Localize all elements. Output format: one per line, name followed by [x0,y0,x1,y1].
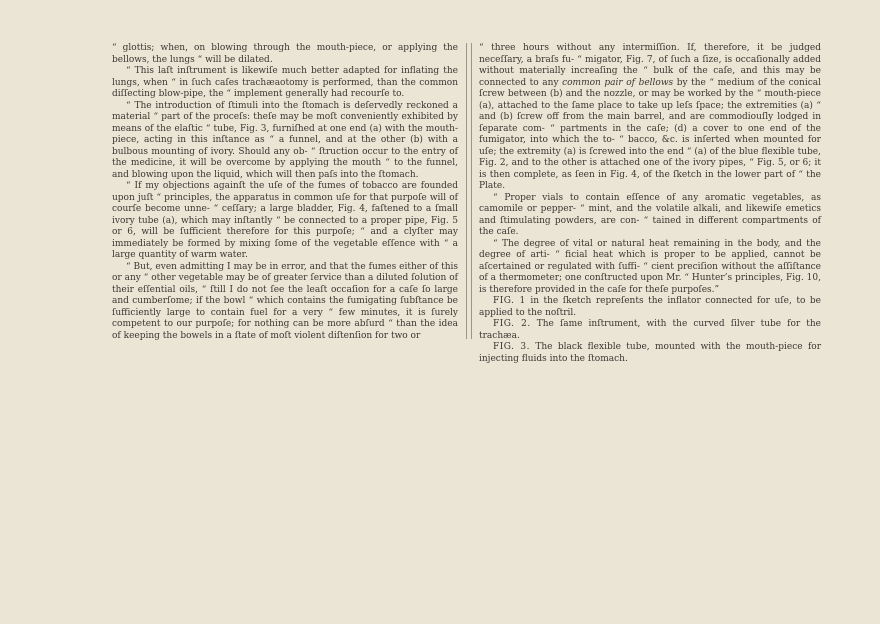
left-paragraph-4: “ If my objections againſt the uſe of the fumes of tobacco are founded upon juſt “ principles, the apparatus in common uſe for that purpoſe will of courſe become unne- “ ceſſary; a large bladder, Fig. 4, faſtened to a ſmall ivory tube (a), which may inſtantly “ be connected to a proper pipe, Fig. 5 or 6, will be ſufficient therefore for this purpoſe; “ and a clyſter may immediately be formed by mixing ſome of the vegetable eſſence with “ a large quantity of warm water. [112,181,458,260]
right-column [479,43,821,365]
left-column [112,43,458,342]
column-divider [466,43,472,339]
figure-text-2: The ſame inſtrument, with the curved ſilver tube for the trachæa. [479,319,821,341]
figure-label-1: FIG. 1 [493,296,526,306]
figure-text-1: in the ſketch repreſents the inflator connected for uſe, to be applied to the noſtril. [479,296,822,318]
figure-text-3: The black flexible tube, mounted with the mouth-piece for injecting fluids into the ſtomach. [479,342,821,364]
figure-label-3: FIG. 3. [493,342,530,352]
right-paragraph-1-italic: common pair of bellows [562,77,674,88]
figure-caption-1 [479,296,821,319]
right-paragraph-2: “ Proper vials to contain eſſence of any aromatic vegetables, as camomile or pepper- “ mint, and the volatile alkali, and likewiſe emetics and ſtimulating powders, are con- “ tained in different compartments of the caſe. [479,192,821,237]
right-paragraph-1-start: “ three hours without any intermiſſion. If, therefore, it be judged neceſſary, a braſs fu- “ migator, Fig. 7, of ſuch a ſize, is occaſionally added without materially increaſing the “ bulk of the caſe, and this may be connected to any [479,43,821,88]
right-paragraph-1-end: by the “ medium of the conical ſcrew between (b) and the nozzle, or may be worked by the “ mouth-piece (a), attached to the ſame place to take up leſs ſpace; the extremities (a) “ and (b) ſcrew off from the main barrel, and are commodiouſly lodged in ſeparate com- “ partments in the caſe; (d) a cover to one end of the fumigator, into which the to- “ bacco, &c. is inſerted when mounted for uſe; the extremity (a) is ſcrewed into the end “ (a) of the blue flexible tube, Fig. 2, and to the other is attached one of the ivory pipes, “ Fig. 5, or 6; it is then complete, as ſeen in Fig. 4, of the ſketch in the lower part of “ the Plate. [479,77,821,191]
left-paragraph-3: “ The introduction of ſtimuli into the ſtomach is deſervedly reckoned a material “ part of the proceſs: theſe may be moſt conveniently exhibited by means of the elaſtic “ tube, Fig. 3, furniſhed at one end (a) with the mouth-piece, acting in this inſtance as “ a funnel, and at the other (b) with a bulbous mounting of ivory. Should any ob- “ ſtruction occur to the entry of the medicine, it will be overcome by applying the mouth “ to the funnel, and blowing upon the liquid, which will then paſs into the ſtomach. [112,100,458,180]
figure-caption-3 [479,342,821,365]
right-paragraph-3: “ The degree of vital or natural heat remaining in the body, and the degree of arti- “ ficial heat which is proper to be applied, cannot be aſcertained or regulated with ſuffi- “ cient preciſion without the aſſiſtance of a thermometer; one conſtructed upon Mr. “ Hunter’s principles, Fig. 10, is therefore provided in the caſe for theſe purpoſes.” [479,238,821,295]
figure-label-2: FIG. 2. [493,319,531,329]
figure-caption-2 [479,319,821,342]
left-paragraph-1: “ glottis; when, on blowing through the mouth-piece, or applying the bellows, the lungs “ will be dilated. [112,43,458,65]
right-paragraph-1 [479,43,821,193]
left-paragraph-5: “ But, even admitting I may be in error, and that the fumes either of this or any “ other vegetable may be of greater ſervice than a diluted ſolution of their eſſential oils, “ ſtill I do not ſee the leaſt occaſion for a caſe ſo large and cumberſome; if the bowl “ which contains the fumigating ſubſtance be ſufficiently large to contain fuel for a very “ few minutes, it is ſurely competent to our purpoſe; for nothing can be more abſurd “ than the idea of keeping the bowels in a ſtate of moſt violent diſtenſion for two or [112,261,458,341]
left-paragraph-2: “ This laſt inſtrument is likewiſe much better adapted for inflating the lungs, when “ in ſuch caſes trachæaotomy is performed, than the common diſſecting blow-pipe, the “ implement generally had recourſe to. [112,66,458,99]
